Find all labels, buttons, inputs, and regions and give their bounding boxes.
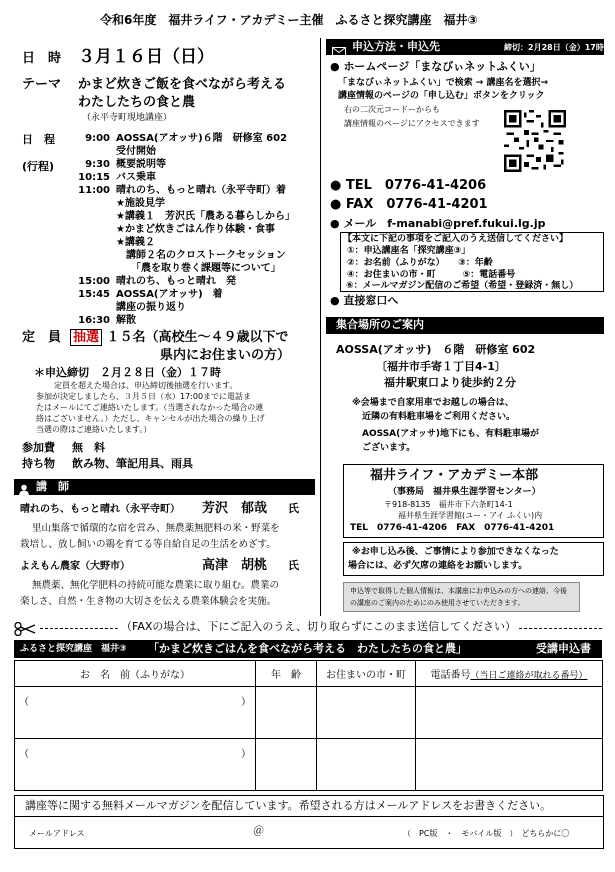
age-cell[interactable] bbox=[256, 687, 317, 739]
name-cell[interactable] bbox=[15, 739, 256, 791]
qr-note1: 右の二次元コードーからも bbox=[344, 105, 440, 114]
addr-cell[interactable] bbox=[317, 687, 416, 739]
schedule-time: 16:30 bbox=[78, 315, 110, 326]
application-table bbox=[14, 660, 603, 791]
fax-row: ● FAX 0776-41-4201 bbox=[330, 197, 488, 212]
schedule-time: 9:00 bbox=[85, 133, 110, 144]
absence-note1: ※お申し込み後、ご事情により参加できなくなった bbox=[352, 547, 559, 557]
meet-heading: 集合場所のご案内 bbox=[336, 318, 424, 331]
form-title-main: 「かまど炊きごはんを食べながら考える わたしたちの食と農」 bbox=[148, 642, 467, 655]
schedule-text: ★講義２ bbox=[116, 237, 155, 248]
schedule-time: 15:00 bbox=[78, 276, 110, 287]
schedule-time bbox=[68, 223, 116, 236]
tel: TEL 0776-41-4206 bbox=[345, 178, 487, 193]
schedule-text: 概要説明等 bbox=[116, 159, 166, 170]
table-header-row bbox=[15, 661, 603, 687]
deadline: ＊申込締切 ２月２８日（金）１７時 bbox=[34, 366, 221, 379]
privacy1: 申込等で取得した個人情報は、本講座にお申込みの方への連絡、今後 bbox=[350, 587, 567, 595]
absence-box bbox=[343, 542, 604, 576]
fee-value: 無 料 bbox=[72, 441, 105, 454]
paren-close: ） bbox=[241, 749, 251, 760]
items-label: 持ち物 bbox=[22, 457, 55, 470]
mail-magazine-box bbox=[14, 795, 604, 849]
schedule-list bbox=[68, 132, 295, 327]
schedule-text: 講師２名のクロストークセッション bbox=[116, 250, 286, 261]
addr-cell[interactable] bbox=[317, 739, 416, 791]
mail-type-choice[interactable]: （ PC版 ・ モバイル版 ） どちらかに〇 bbox=[403, 829, 570, 838]
org-name: 福井ライフ・アカデミー本部 bbox=[370, 468, 539, 483]
schedule-text: 晴れのち、もっと晴れ 発 bbox=[116, 276, 236, 287]
meet-heading-bar bbox=[326, 317, 604, 334]
org-addr1: 〒918-8135 福井市下六条町14-1 bbox=[384, 500, 513, 509]
apply-heading: 申込方法・申込先 bbox=[352, 40, 440, 53]
meet-note2: 近隣の有料駐車場をご利用ください。 bbox=[362, 412, 516, 422]
form-title-bar bbox=[14, 640, 602, 658]
privacy2: の講座のご案内のためにのみ使用させていただきます。 bbox=[350, 599, 525, 607]
form-title-prefix: ふるさと探究講座 福井③ bbox=[20, 644, 127, 654]
lecturer1-name: 芳沢 郁哉 bbox=[202, 501, 268, 516]
mail-address-label: メールアドレス bbox=[29, 829, 85, 838]
note-line: 定員を超えた場合は、申込締切後抽選を行います。 bbox=[54, 381, 238, 390]
schedule-time bbox=[68, 197, 116, 210]
table-row bbox=[15, 739, 603, 791]
col-tel bbox=[416, 661, 603, 687]
hp-label: ホームページ「まなびぃネットふくい」 bbox=[343, 60, 541, 73]
schedule-text: AOSSA(アオッサ)６階 研修室 602 bbox=[116, 133, 288, 144]
col-addr: お住まいの市・町 bbox=[317, 661, 416, 687]
mail-item: ④：お住まいの市・町 ⑤：電話番号 bbox=[347, 270, 516, 280]
mail-item: ②：お名前（ふりがな） ③：年齢 bbox=[347, 258, 493, 268]
lecturer1-desc2: 栽培し、放し飼いの鶏を育てる等自給自足の生活をめざす。 bbox=[20, 539, 276, 550]
mail-row: ● メール f-manabi@pref.fukui.lg.jp bbox=[330, 217, 546, 230]
meet-note4: ございます。 bbox=[362, 443, 416, 453]
capacity-row bbox=[70, 329, 289, 346]
schedule-time bbox=[68, 236, 116, 249]
lecturer2-name: 高津 胡桃 bbox=[202, 558, 268, 573]
note-line: 参加が決定しましたら、３月５日（水）17:00までに電話ま bbox=[36, 392, 252, 401]
page-header: 令和6年度 福井ライフ・アカデミー主催 ふるさと探究講座 福井③ bbox=[100, 13, 478, 27]
schedule-text: 「農を取り巻く課題等について」 bbox=[116, 263, 281, 274]
col-tel-note: （当日ご連絡が取れる番号） bbox=[470, 671, 588, 681]
col-age: 年 齢 bbox=[256, 661, 317, 687]
person-icon bbox=[18, 481, 30, 493]
lecturer2-suffix: 氏 bbox=[288, 559, 299, 572]
schedule-time bbox=[68, 301, 116, 314]
theme-line1: かまど炊きご飯を食べながら考える bbox=[78, 77, 287, 92]
schedule-text: 解散 bbox=[116, 315, 136, 326]
age-cell[interactable] bbox=[256, 739, 317, 791]
lecturer-heading: 講 師 bbox=[36, 480, 69, 493]
lecturer1-desc1: 里山集落で循環的な宿を営み、無農薬無肥料の米・野菜を bbox=[32, 523, 280, 534]
capacity-value: １５名（高校生～４９歳以下で bbox=[106, 330, 289, 345]
note-line: たはメールにてご連絡いたします。（当選されなかった場合の連 bbox=[36, 403, 264, 412]
at-sign: ＠ bbox=[253, 824, 264, 837]
schedule-time: 9:30 bbox=[85, 159, 110, 170]
tel-cell[interactable] bbox=[416, 687, 603, 739]
hp-line1: 「まなびぃネットふくい」で検索 → 講座名を選択→ bbox=[338, 78, 548, 88]
schedule-time bbox=[68, 145, 116, 158]
schedule-text: バス乗車 bbox=[116, 172, 156, 183]
mail-address-field[interactable] bbox=[105, 822, 395, 842]
schedule-text: 受付開始 bbox=[116, 146, 156, 157]
magazine-divider bbox=[15, 816, 603, 817]
org-office: （事務局 福井県生涯学習センター） bbox=[388, 487, 541, 497]
magazine-note: 講座等に関する無料メールマガジンを配信しています。希望される方はメールアドレスをお書きください。 bbox=[25, 799, 552, 812]
apply-heading-bar bbox=[326, 39, 604, 55]
hp-row: ● ホームページ「まなびぃネットふくい」 bbox=[330, 60, 541, 73]
schedule-text: ★講義１ 芳沢氏「農ある暮らしから」 bbox=[116, 211, 295, 222]
org-addr2: 福井県生涯学習館(ユー・アイ ふくい)内 bbox=[398, 511, 543, 520]
fee-label: 参加費 bbox=[22, 441, 55, 454]
theme-line2: わたしたちの食と農 bbox=[78, 95, 196, 110]
organizer-box bbox=[343, 464, 604, 538]
scissors-icon bbox=[14, 621, 36, 635]
lecturer2-org: よえもん農家（大野市） bbox=[20, 561, 130, 572]
cut-line-note: （FAXの場合は、下にご記入のうえ、切り取らずにこのまま送信してください） bbox=[118, 620, 519, 634]
schedule-text: ★施設見学 bbox=[116, 198, 165, 209]
apply-deadline: 締切：2月28日（金）17時 bbox=[504, 43, 604, 52]
col-name: お 名 前（ふりがな） bbox=[15, 661, 256, 687]
schedule-time: 10:15 bbox=[78, 172, 110, 183]
counter-row: ● 直接窓口へ bbox=[330, 294, 399, 307]
mail-box-title: 【本文に下記の事項をご記入のうえ送信してください】 bbox=[343, 234, 569, 244]
paren-open: （ bbox=[19, 697, 29, 708]
items-value: 飲み物、筆記用具、雨具 bbox=[72, 457, 193, 470]
lecturer2-desc2: 楽しさ、自然・生き物の大切さを伝える農業体験会を実施。 bbox=[20, 596, 277, 607]
tel-cell[interactable] bbox=[416, 739, 603, 791]
theme-note: （永平寺町現地講座） bbox=[82, 113, 173, 123]
tel-row: ● TEL 0776-41-4206 bbox=[330, 178, 487, 193]
note-line: 絡はございません。）ただし、キャンセルが出た場合の繰り上げ bbox=[36, 414, 265, 423]
privacy-box bbox=[343, 582, 580, 612]
lecturer2-desc1: 無農薬、無化学肥料の持続可能な農業に取り組む。農業の bbox=[32, 580, 280, 591]
mail-item: ⑥：メールマガジン配信のご希望（希望・登録済・無し） bbox=[346, 281, 579, 291]
absence-note2: 場合には、必ず欠席の連絡をお願いします。 bbox=[348, 561, 528, 571]
envelope-icon bbox=[332, 42, 346, 61]
schedule-time bbox=[68, 210, 116, 223]
name-cell[interactable] bbox=[15, 687, 256, 739]
date-value: ３月１６日（日） bbox=[78, 47, 214, 67]
note-line: 当選の際はご連絡いたします。） bbox=[36, 425, 152, 434]
form-title-suffix: 受講申込書 bbox=[536, 642, 591, 655]
theme-label: テーマ bbox=[22, 77, 62, 92]
capacity-label: 定 員 bbox=[22, 330, 62, 345]
meet-access: 福井駅東口より徒歩約２分 bbox=[384, 376, 516, 389]
paren-close: ） bbox=[241, 697, 251, 708]
schedule-label: 日 程 bbox=[22, 133, 55, 146]
meet-place: AOSSA(アオッサ) ６階 研修室 602 bbox=[336, 343, 536, 356]
meet-note3: AOSSA(アオッサ)地下にも、有料駐車場が bbox=[362, 429, 540, 439]
lecturer-heading-bar bbox=[14, 479, 315, 495]
table-row bbox=[15, 687, 603, 739]
capacity-value2: 県内にお住まいの方） bbox=[160, 348, 291, 363]
hp-line2: 講座情報のページの「申し込む」ボタンをクリック bbox=[338, 91, 545, 101]
schedule-time: 11:00 bbox=[78, 185, 110, 196]
schedule-time bbox=[68, 262, 116, 275]
col-tel-label: 電話番号 bbox=[430, 670, 471, 681]
mail-item: ①：申込講座名「探究講座③」 bbox=[347, 246, 471, 256]
fax: FAX 0776-41-4201 bbox=[345, 197, 488, 212]
counter: 直接窓口へ bbox=[343, 294, 399, 307]
schedule-sub: (行程) bbox=[22, 160, 55, 173]
org-contact: TEL 0776-41-4206 FAX 0776-41-4201 bbox=[350, 523, 555, 533]
meet-addr: 〔福井市手寄１丁目4-1〕 bbox=[376, 360, 506, 373]
schedule-text: 晴れのち、もっと晴れ（永平寺町）着 bbox=[116, 185, 286, 196]
schedule-text: AOSSA(アオッサ) 着 bbox=[116, 289, 223, 300]
lecturer1-org: 晴れのち、もっと晴れ（永平寺町） bbox=[20, 504, 180, 515]
lottery-badge: 抽選 bbox=[70, 329, 102, 346]
column-divider bbox=[320, 38, 321, 616]
qr-code[interactable] bbox=[504, 110, 566, 172]
date-label: 日 時 bbox=[22, 51, 62, 66]
lecturer1-suffix: 氏 bbox=[288, 502, 299, 515]
schedule-text: 講座の振り返り bbox=[116, 302, 186, 313]
notes bbox=[36, 380, 264, 435]
qr-note2: 講座情報のページにアクセスできます bbox=[344, 119, 480, 128]
schedule-time bbox=[68, 249, 116, 262]
mail: メール f-manabi@pref.fukui.lg.jp bbox=[343, 217, 546, 230]
schedule-text: ★かまど炊きごはん作り体験・食事 bbox=[116, 224, 275, 235]
paren-open: （ bbox=[19, 749, 29, 760]
schedule-time: 15:45 bbox=[78, 289, 110, 300]
meet-note1: ※会場まで自家用車でお越しの場合は、 bbox=[352, 398, 514, 408]
